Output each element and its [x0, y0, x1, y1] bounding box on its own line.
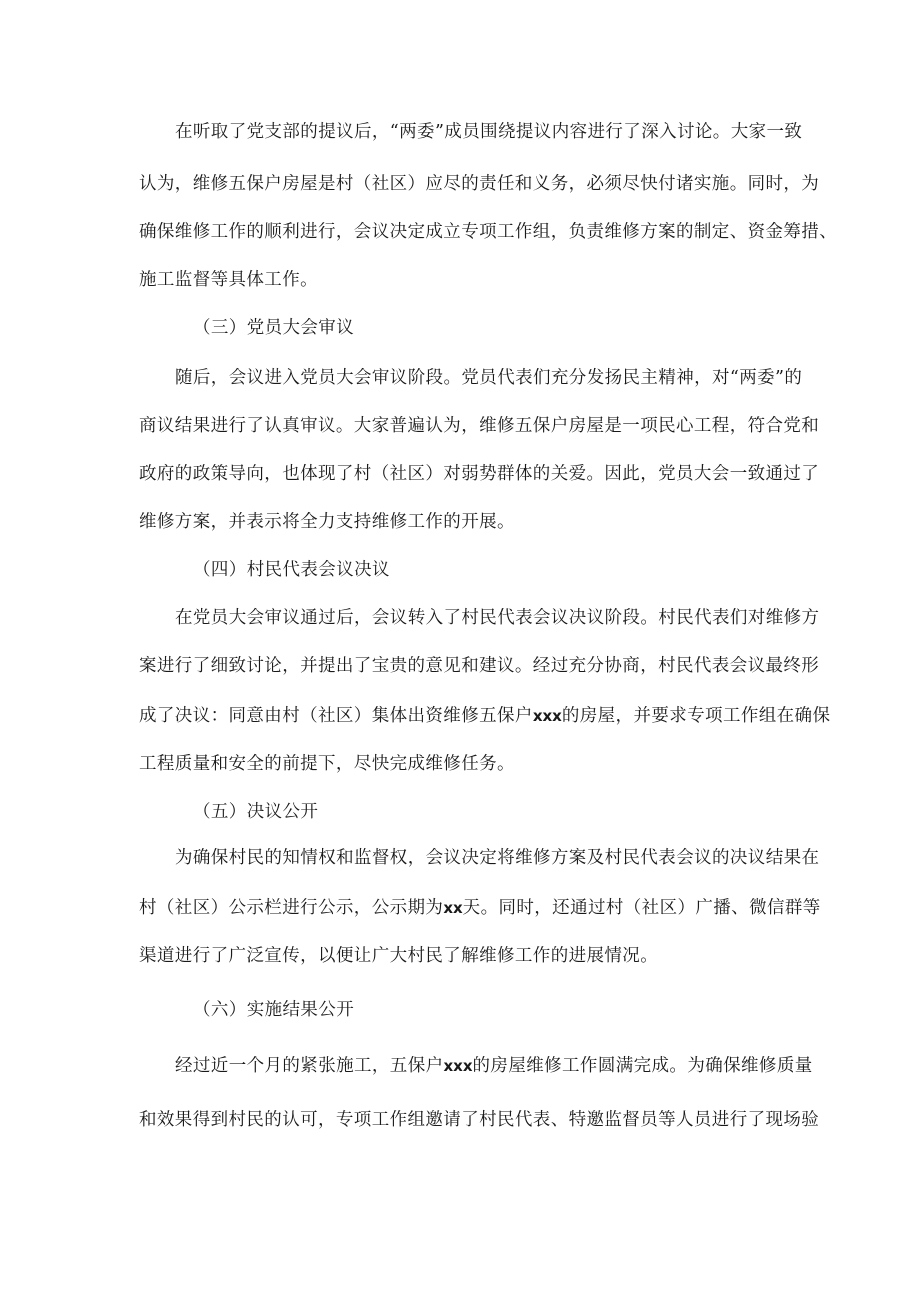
paragraph-line: 为确保村民的知情权和监督权，会议决定将维修方案及村民代表会议的决议结果在: [175, 848, 820, 868]
section-heading: （五）决议公开: [193, 802, 319, 822]
paragraph-line: 认为，维修五保户房屋是村（社区）应尽的责任和义务，必须尽快付诸实施。同时，为: [139, 174, 820, 194]
text-segment: 天。同时，还通过村（社区）广播、微信群等: [462, 898, 821, 918]
paragraph-line: [175, 1054, 813, 1078]
section-heading: （四）村民代表会议决议: [193, 560, 390, 580]
text-segment: 经过近一个月的紧张施工，五保户: [175, 1056, 444, 1076]
paragraph-line: 在党员大会审议通过后，会议转入了村民代表会议决议阶段。村民代表们对维修方: [175, 608, 820, 628]
paragraph-line: 和效果得到村民的认可，专项工作组邀请了村民代表、特邀监督员等人员进行了现场验: [139, 1110, 820, 1130]
paragraph-line: 政府的政策导向，也体现了村（社区）对弱势群体的关爱。因此，党员大会一致通过了: [139, 464, 820, 484]
text-segment: 村（社区）公示栏进行公示，公示期为: [139, 898, 444, 918]
placeholder-name: xxx: [443, 1057, 473, 1075]
paragraph-line: 确保维修工作的顺利进行，会议决定成立专项工作组，负责维修方案的制定、资金筹措、: [139, 222, 838, 242]
text-segment: 的房屋维修工作圆满完成。为确保维修质量: [472, 1056, 813, 1076]
paragraph-line: 工程质量和安全的前提下，尽快完成维修任务。: [139, 754, 515, 774]
paragraph-line: 施工监督等具体工作。: [139, 270, 318, 290]
paragraph-line: 渠道进行了广泛宣传，以便让广大村民了解维修工作的进展情况。: [139, 946, 659, 966]
paragraph-line: [139, 896, 821, 920]
paragraph-line: 案进行了细致讨论，并提出了宝贵的意见和建议。经过充分协商，村民代表会议最终形: [139, 656, 820, 676]
section-heading: （三）党员大会审议: [193, 318, 355, 338]
paragraph-line: 随后，会议进入党员大会审议阶段。党员代表们充分发扬民主精神，对“两委”的: [175, 368, 803, 388]
section-heading: （六）实施结果公开: [193, 1000, 355, 1020]
paragraph-line: 在听取了党支部的提议后，“两委”成员围绕提议内容进行了深入讨论。大家一致: [175, 122, 803, 142]
paragraph-line: 维修方案，并表示将全力支持维修工作的开展。: [139, 512, 515, 532]
text-segment: 成了决议：同意由村（社区）集体出资维修五保户: [139, 706, 533, 726]
paragraph-line: [139, 704, 831, 728]
placeholder-name: xxx: [532, 707, 562, 725]
placeholder-days: xx: [443, 899, 463, 917]
text-segment: 的房屋，并要求专项工作组在确保: [561, 706, 831, 726]
paragraph-line: 商议结果进行了认真审议。大家普遍认为，维修五保户房屋是一项民心工程，符合党和: [139, 416, 820, 436]
